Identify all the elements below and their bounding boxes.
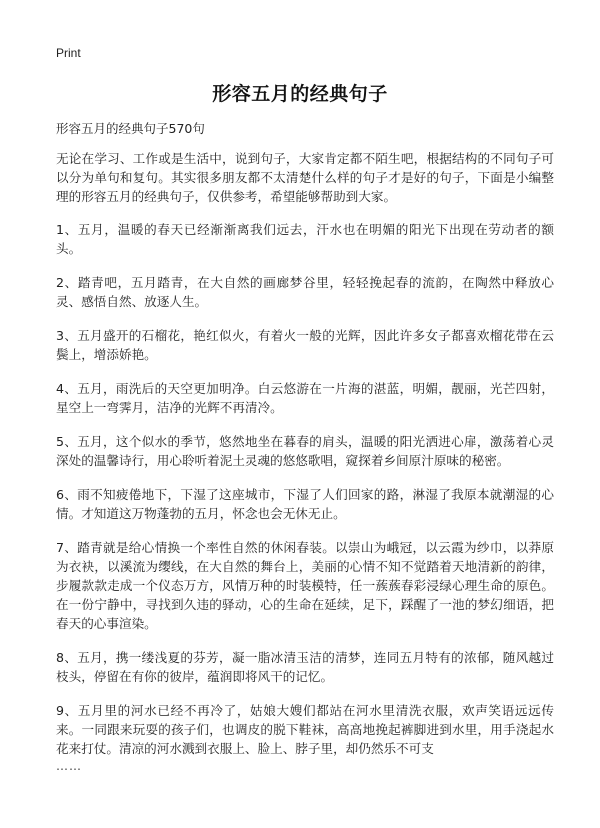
page-subtitle: 形容五月的经典句子570句 (56, 121, 205, 136)
intro-paragraph: 无论在学习、工作或是生活中，说到句子，大家肯定都不陌生吧，根据结构的不同句子可以分为单句和复句。其实很多朋友都不太清楚什么样的句子才是好的句子，下面是小编整理的形容五月的经典句子，仅供参考，希望能够帮助到大家。 (56, 151, 554, 204)
list-item: 2、踏青吧，五月踏青，在大自然的画廊梦谷里，轻轻挽起春的流韵，在陶然中释放心灵、感悟自然、放逐人生。 (56, 275, 554, 309)
list-item: 8、五月，携一缕浅夏的芬芳，凝一脂冰清玉洁的清梦，连同五月特有的浓郁，随风越过枝头，停留在有你的彼岸，蕴润即将风干的记忆。 (56, 650, 554, 684)
article-body (56, 149, 554, 773)
list-item: 1、五月，温暖的春天已经渐渐离我们远去，汗水也在明媚的阳光下出现在劳动者的额头。 (56, 222, 554, 256)
page-title: 形容五月的经典句子 (212, 83, 388, 105)
list-item: 3、五月盛开的石榴花，艳红似火，有着火一般的光辉，因此许多女子都喜欢榴花带在云鬓上，增添娇艳。 (56, 328, 554, 362)
list-item: 7、踏青就是给心情换一个率性自然的休闲春装。以崇山为峨冠，以云霞为纱巾，以莽原为衣袂，以溪流为缨线，在大自然的舞台上，美丽的心情不知不觉踏着天地清新的韵律，步履款款走成一个仪态万方，风情万种的时装模特，任一蔟蔟春彩浸绿心理生命的原色。在一份宁静中，寻找到久违的驿动，心的生命在延续，足下，踩醒了一池的梦幻细语，把春天的心事渲染。 (56, 540, 554, 631)
list-item: 5、五月，这个似水的季节，悠然地坐在暮春的肩头，温暖的阳光洒进心扉，激荡着心灵深处的温馨诗行，用心聆听着泥土灵魂的悠悠歌唱，窥探着乡间原汁原味的秘密。 (56, 434, 554, 468)
continuation-ellipsis: …… (56, 759, 82, 773)
list-item: 6、雨不知疲倦地下，下湿了这座城市，下湿了人们回家的路，淋湿了我原本就潮湿的心情。才知道这万物蓬勃的五月，怀念也会无休无止。 (56, 487, 554, 521)
list-item: 9、五月里的河水已经不再冷了，姑娘大嫂们都站在河水里清洗衣服，欢声笑语远远传来。一同跟来玩耍的孩子们，也调皮的脱下鞋袜，高高地挽起裤脚进到水里，用手浇起水花来打仗。清凉的河水溅到衣服上、脸上、脖子里，却仍然乐不可支 (56, 703, 554, 756)
list-item: 4、五月，雨洗后的天空更加明净。白云悠游在一片海的湛蓝，明媚，靓丽，光芒四射，星空上一弯霁月，洁净的光辉不再清冷。 (56, 381, 554, 415)
print-link[interactable]: Print (56, 46, 81, 60)
